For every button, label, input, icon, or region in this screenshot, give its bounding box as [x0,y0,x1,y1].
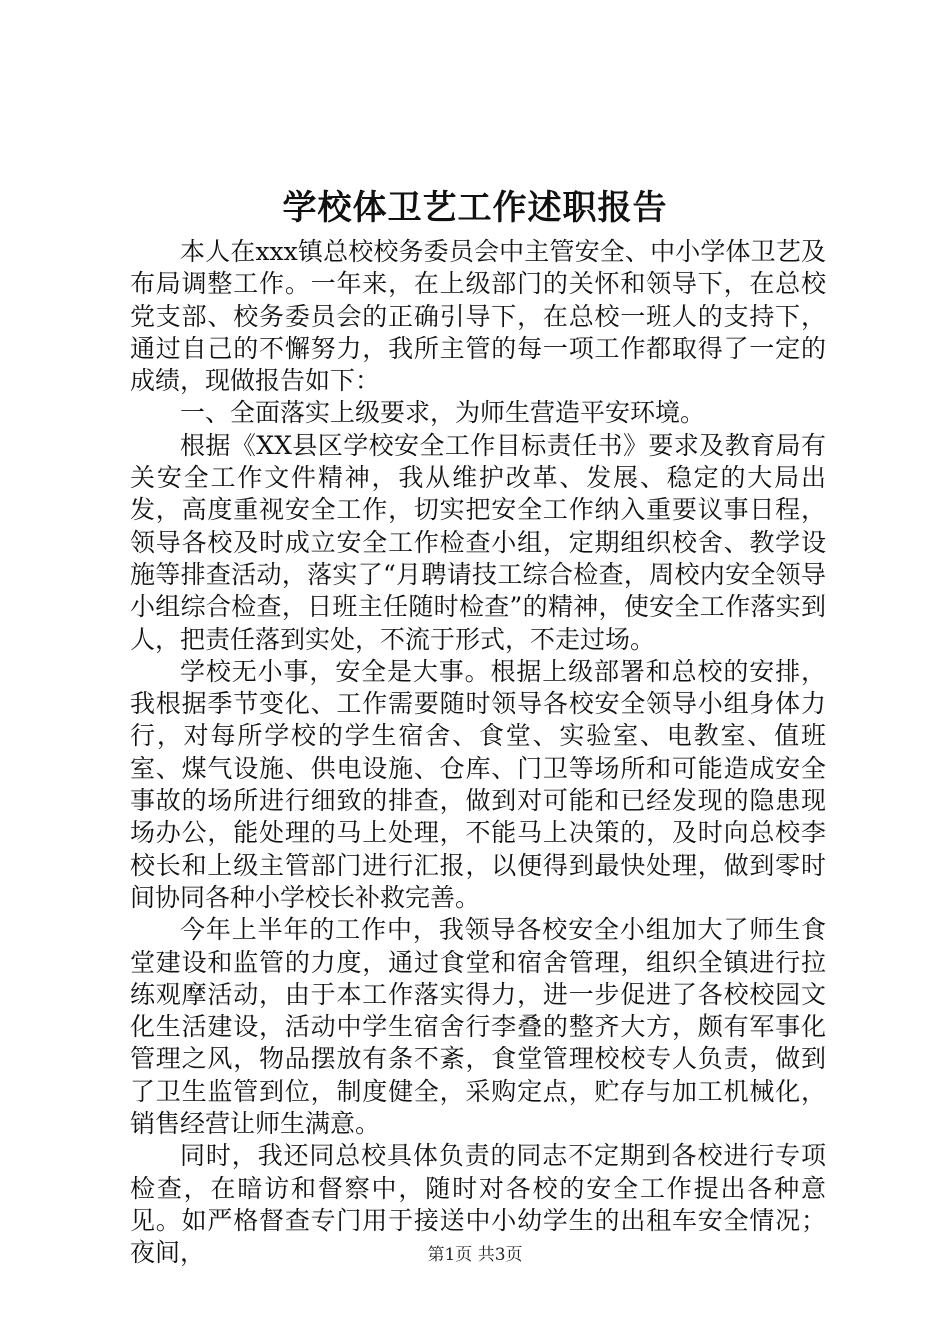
paragraph-safety-policy: 根据《XX县区学校安全工作目标责任书》要求及教育局有关安全工作文件精神，我从维护改革、发展、稳定的大局出发，高度重视安全工作，切实把安全工作纳入重要议事日程，领导各校及时成立安全工作检查小组，定期组织校舍、教学设施等排查活动，落实了“月聘请技工综合检查，周校内安全领导小组综合检查，日班主任随时检查”的精神，使安全工作落实到人，把责任落到实处，不流于形式，不走过场。 [130,430,826,654]
paragraph-safety-inspection: 学校无小事，安全是大事。根据上级部署和总校的安排，我根据季节变化、工作需要随时领导各校安全领导小组身体力行，对每所学校的学生宿舍、食堂、实验室、电教室、值班室、煤气设施、供电设施、仓库、门卫等场所和可能造成安全事故的场所进行细致的排查，做到对可能和已经发现的隐患现场办公，能处理的马上处理，不能马上决策的，及时向总校李校长和上级主管部门进行汇报，以便得到最快处理，做到零时间协同各种小学校长补救完善。 [130,656,826,912]
paragraph-intro: 本人在xxx镇总校校务委员会中主管安全、中小学体卫艺及布局调整工作。一年来，在上级部门的关怀和领导下，在总校党支部、校务委员会的正确引导下，在总校一班人的支持下，通过自己的不懈努力，我所主管的每一项工作都取得了一定的成绩，现做报告如下： [130,237,826,396]
document-title: 学校体卫艺工作述职报告 [282,188,668,228]
paragraph-canteen-management: 今年上半年的工作中，我领导各校安全小组加大了师生食堂建设和监管的力度，通过食堂和宿舍管理，组织全镇进行拉练观摩活动，由于本工作落实得力，进一步促进了各校校园文化生活建设，活动中学生宿舍行李叠的整齐大方，颇有军事化管理之风，物品摆放有条不紊，食堂管理校校专人负责，做到了卫生监管到位，制度健全，采购定点，贮存与加工机械化，销售经营让师生满意。 [130,915,826,1139]
page-footer: 第1页 共3页 [427,1245,523,1265]
paragraph-special-inspection: 同时，我还同总校具体负责的同志不定期到各校进行专项检查，在暗访和督察中，随时对各校的安全工作提出各种意见。如严格督查专门用于接送中小幼学生的出租车安全情况；夜间， [130,1141,826,1268]
document-body [130,236,826,1270]
paragraph-section-heading: 一、全面落实上级要求，为师生营造平安环境。 [180,398,706,428]
